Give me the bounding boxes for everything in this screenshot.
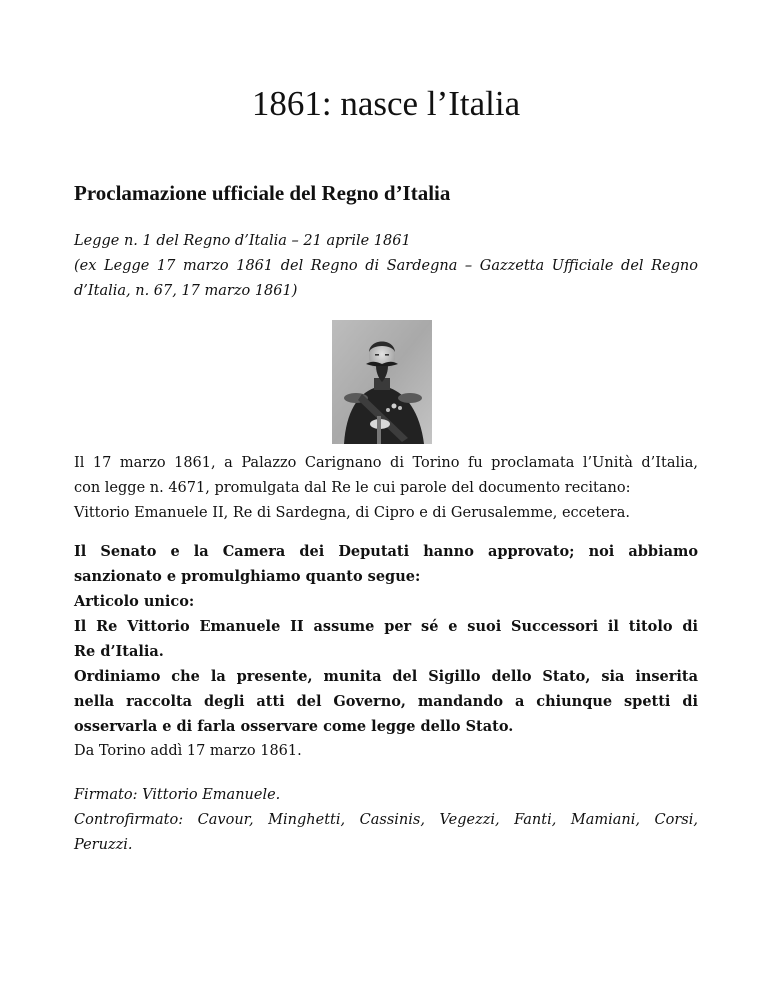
- portrait-photo: [332, 320, 432, 444]
- decree-line: sanzionato e promulghiamo quanto segue:: [74, 568, 421, 585]
- intro-line: Il 17 marzo 1861, a Palazzo Carignano di Torino fu proclamata l’Unità d’Italia,: [74, 455, 698, 471]
- decree-line: Il Re Vittorio Emanuele II assume per sé e suoi Successori il titolo di: [74, 618, 698, 635]
- decree-text: [74, 539, 698, 764]
- law-reference-line: d’Italia, n. 67, 17 marzo 1861): [74, 283, 298, 299]
- countersignature-line: Controfirmato: Cavour, Minghetti, Cassinis, Vegezzi, Fanti, Mamiani, Corsi,: [74, 812, 698, 828]
- decree-line: osservarla e di farla osservare come legge dello Stato.: [74, 718, 514, 735]
- law-reference-line: Legge n. 1 del Regno d’Italia – 21 aprile 1861: [74, 233, 411, 249]
- page-title: 1861: nasce l’Italia: [251, 84, 521, 123]
- intro-line: con legge n. 4671, promulgata dal Re le cui parole del documento recitano:: [74, 480, 631, 496]
- decree-line: Re d’Italia.: [74, 643, 164, 660]
- decree-date-line: Da Torino addì 17 marzo 1861.: [74, 743, 302, 759]
- law-reference-line: (ex Legge 17 marzo 1861 del Regno di Sardegna – Gazzetta Ufficiale del Regno: [74, 258, 698, 274]
- intro-paragraph: [74, 451, 698, 526]
- law-reference: [74, 229, 698, 304]
- decree-line: nella raccolta degli atti del Governo, mandando a chiunque spetti di: [74, 693, 698, 710]
- subtitle: Proclamazione ufficiale del Regno d’Italia: [74, 181, 451, 205]
- decree-article-heading: Articolo unico:: [74, 593, 195, 610]
- decree-line: Il Senato e la Camera dei Deputati hanno approvato; noi abbiamo: [74, 543, 698, 560]
- intro-line: Vittorio Emanuele II, Re di Sardegna, di Cipro e di Gerusalemme, eccetera.: [74, 505, 630, 521]
- signature-line: Firmato: Vittorio Emanuele.: [74, 787, 281, 803]
- signatures-block: [74, 783, 698, 858]
- countersignature-line: Peruzzi.: [74, 837, 133, 853]
- decree-line: Ordiniamo che la presente, munita del Sigillo dello Stato, sia inserita: [74, 668, 698, 685]
